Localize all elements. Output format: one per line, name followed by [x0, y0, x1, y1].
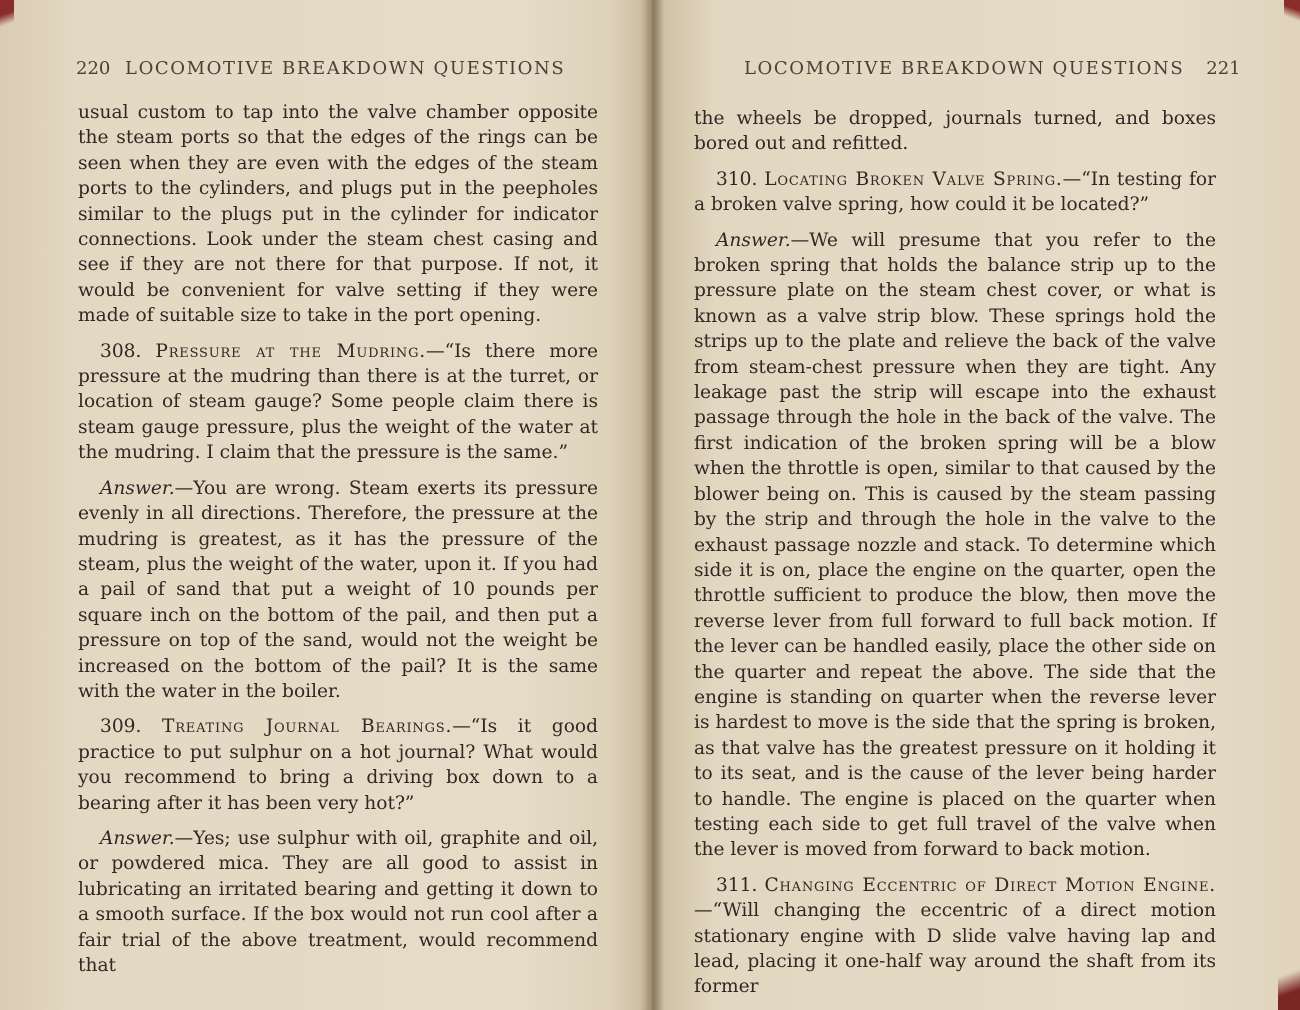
question-number: 309. [100, 716, 142, 738]
question-text: —“Is it good practice to put sulphur on a hot journal? What would you recommend to bring a driving box down to a bearing after it has been very hot?” [78, 716, 598, 814]
answer-text: —You are wrong. Steam exerts its pressure evenly in all directions. Therefore, the pressure at the mudring is greatest, as it has the pressure of the steam, plus the weight of the water, upon it. If you had a pail of sand that put a weight of 10 pounds per square inch on the bottom of the pail, and then put a pressure on top of the sand, would not the weight be increased on the bottom of the pail? It is the same with the water in the boiler. [78, 477, 598, 702]
left-running-head [76, 58, 565, 79]
question-text: —“Is there more pressure at the mudring than there is at the turret, or location of steam gauge? Some people claim there is steam gauge pressure, plus the weight of the water at the mudring. I claim that the pressure is the same.” [78, 340, 598, 464]
answer-310 [694, 228, 1216, 863]
question-text: —“Will changing the eccentric of a direct motion stationary engine with D slide valve having lap and lead, placing it one-half way around the shaft from its former [694, 900, 1216, 998]
paragraph: usual custom to tap into the valve chamber opposite the steam ports so that the edges of the rings can be seen when they are even with the edges of the steam ports to the cylinders, and plugs put in the peepholes similar to the plugs put in the cylinder for indicator connections. Look under the steam chest casing and see if they are not there for that purpose. If not, it would be convenient for valve setting if they were made of suitable size to take in the port opening. [78, 102, 598, 327]
answer-308 [78, 476, 598, 705]
paragraph: the wheels be dropped, journals turned, and boxes bored out and refitted. [694, 108, 1216, 155]
question-number: 308. [100, 340, 142, 362]
question-heading: Locating Broken Valve Spring. [764, 168, 1063, 190]
running-head-title: LOCOMOTIVE BREAKDOWN QUESTIONS [125, 58, 566, 79]
running-head-title: LOCOMOTIVE BREAKDOWN QUESTIONS [744, 58, 1185, 79]
question-number: 311. [716, 874, 758, 896]
page-number: 220 [76, 58, 111, 79]
question-309 [78, 714, 598, 816]
left-page [0, 0, 648, 1010]
right-body [694, 106, 1216, 1010]
answer-label: Answer. [100, 827, 175, 849]
question-number: 310. [716, 168, 758, 190]
answer-text: —Yes; use sulphur with oil, graphite and oil, or powdered mica. They are all good to assist in lubricating an irritated bearing and getting it down to a smooth surface. If the box would not run cool after a fair trial of the above treatment, would recommend that [78, 827, 598, 976]
question-heading: Changing Eccentric of Direct Motion Engine. [764, 874, 1216, 896]
right-page [652, 0, 1300, 1010]
question-heading: Treating Journal Bearings. [162, 716, 453, 738]
answer-label: Answer. [100, 477, 175, 499]
right-running-head [744, 58, 1241, 79]
question-308 [78, 339, 598, 466]
answer-text: —We will presume that you refer to the broken spring that holds the balance strip up to the pressure plate on the steam chest cover, or what is known as a valve strip blow. These springs hold the strips up to the plate and relieve the back of the valve from steam-chest pressure when they are tight. Any leakage past the strip will escape into the exhaust passage through the hole in the back of the valve. The first indication of the broken spring will be a blow when the throttle is open, similar to that caused by the blower being on. This is caused by the steam passing by the strip and through the hole in the valve to the exhaust passage nozzle and stack. To determine which side it is on, place the engine on the quarter, open the throttle sufficient to produce the blow, then move the reverse lever from full forward to full back motion. If the lever can be handled easily, place the other side on the quarter and repeat the above. The side that the engine is standing on quarter when the reverse lever is hardest to move is the side that the spring is broken, as that valve has the greatest pressure on it holding it to its seat, and is the cause of the lever being harder to handle. The engine is placed on the quarter when testing each side to get full travel of the valve when the lever is moved from forward to back motion. [694, 229, 1216, 861]
question-heading: Pressure at the Mudring. [155, 340, 426, 362]
question-text: —“In testing for a broken valve spring, how could it be located?” [694, 168, 1216, 216]
left-body [78, 100, 598, 988]
question-311 [694, 873, 1216, 1000]
page-number: 221 [1206, 58, 1241, 79]
question-310 [694, 167, 1216, 218]
answer-label: Answer. [716, 229, 791, 251]
answer-309 [78, 826, 598, 978]
